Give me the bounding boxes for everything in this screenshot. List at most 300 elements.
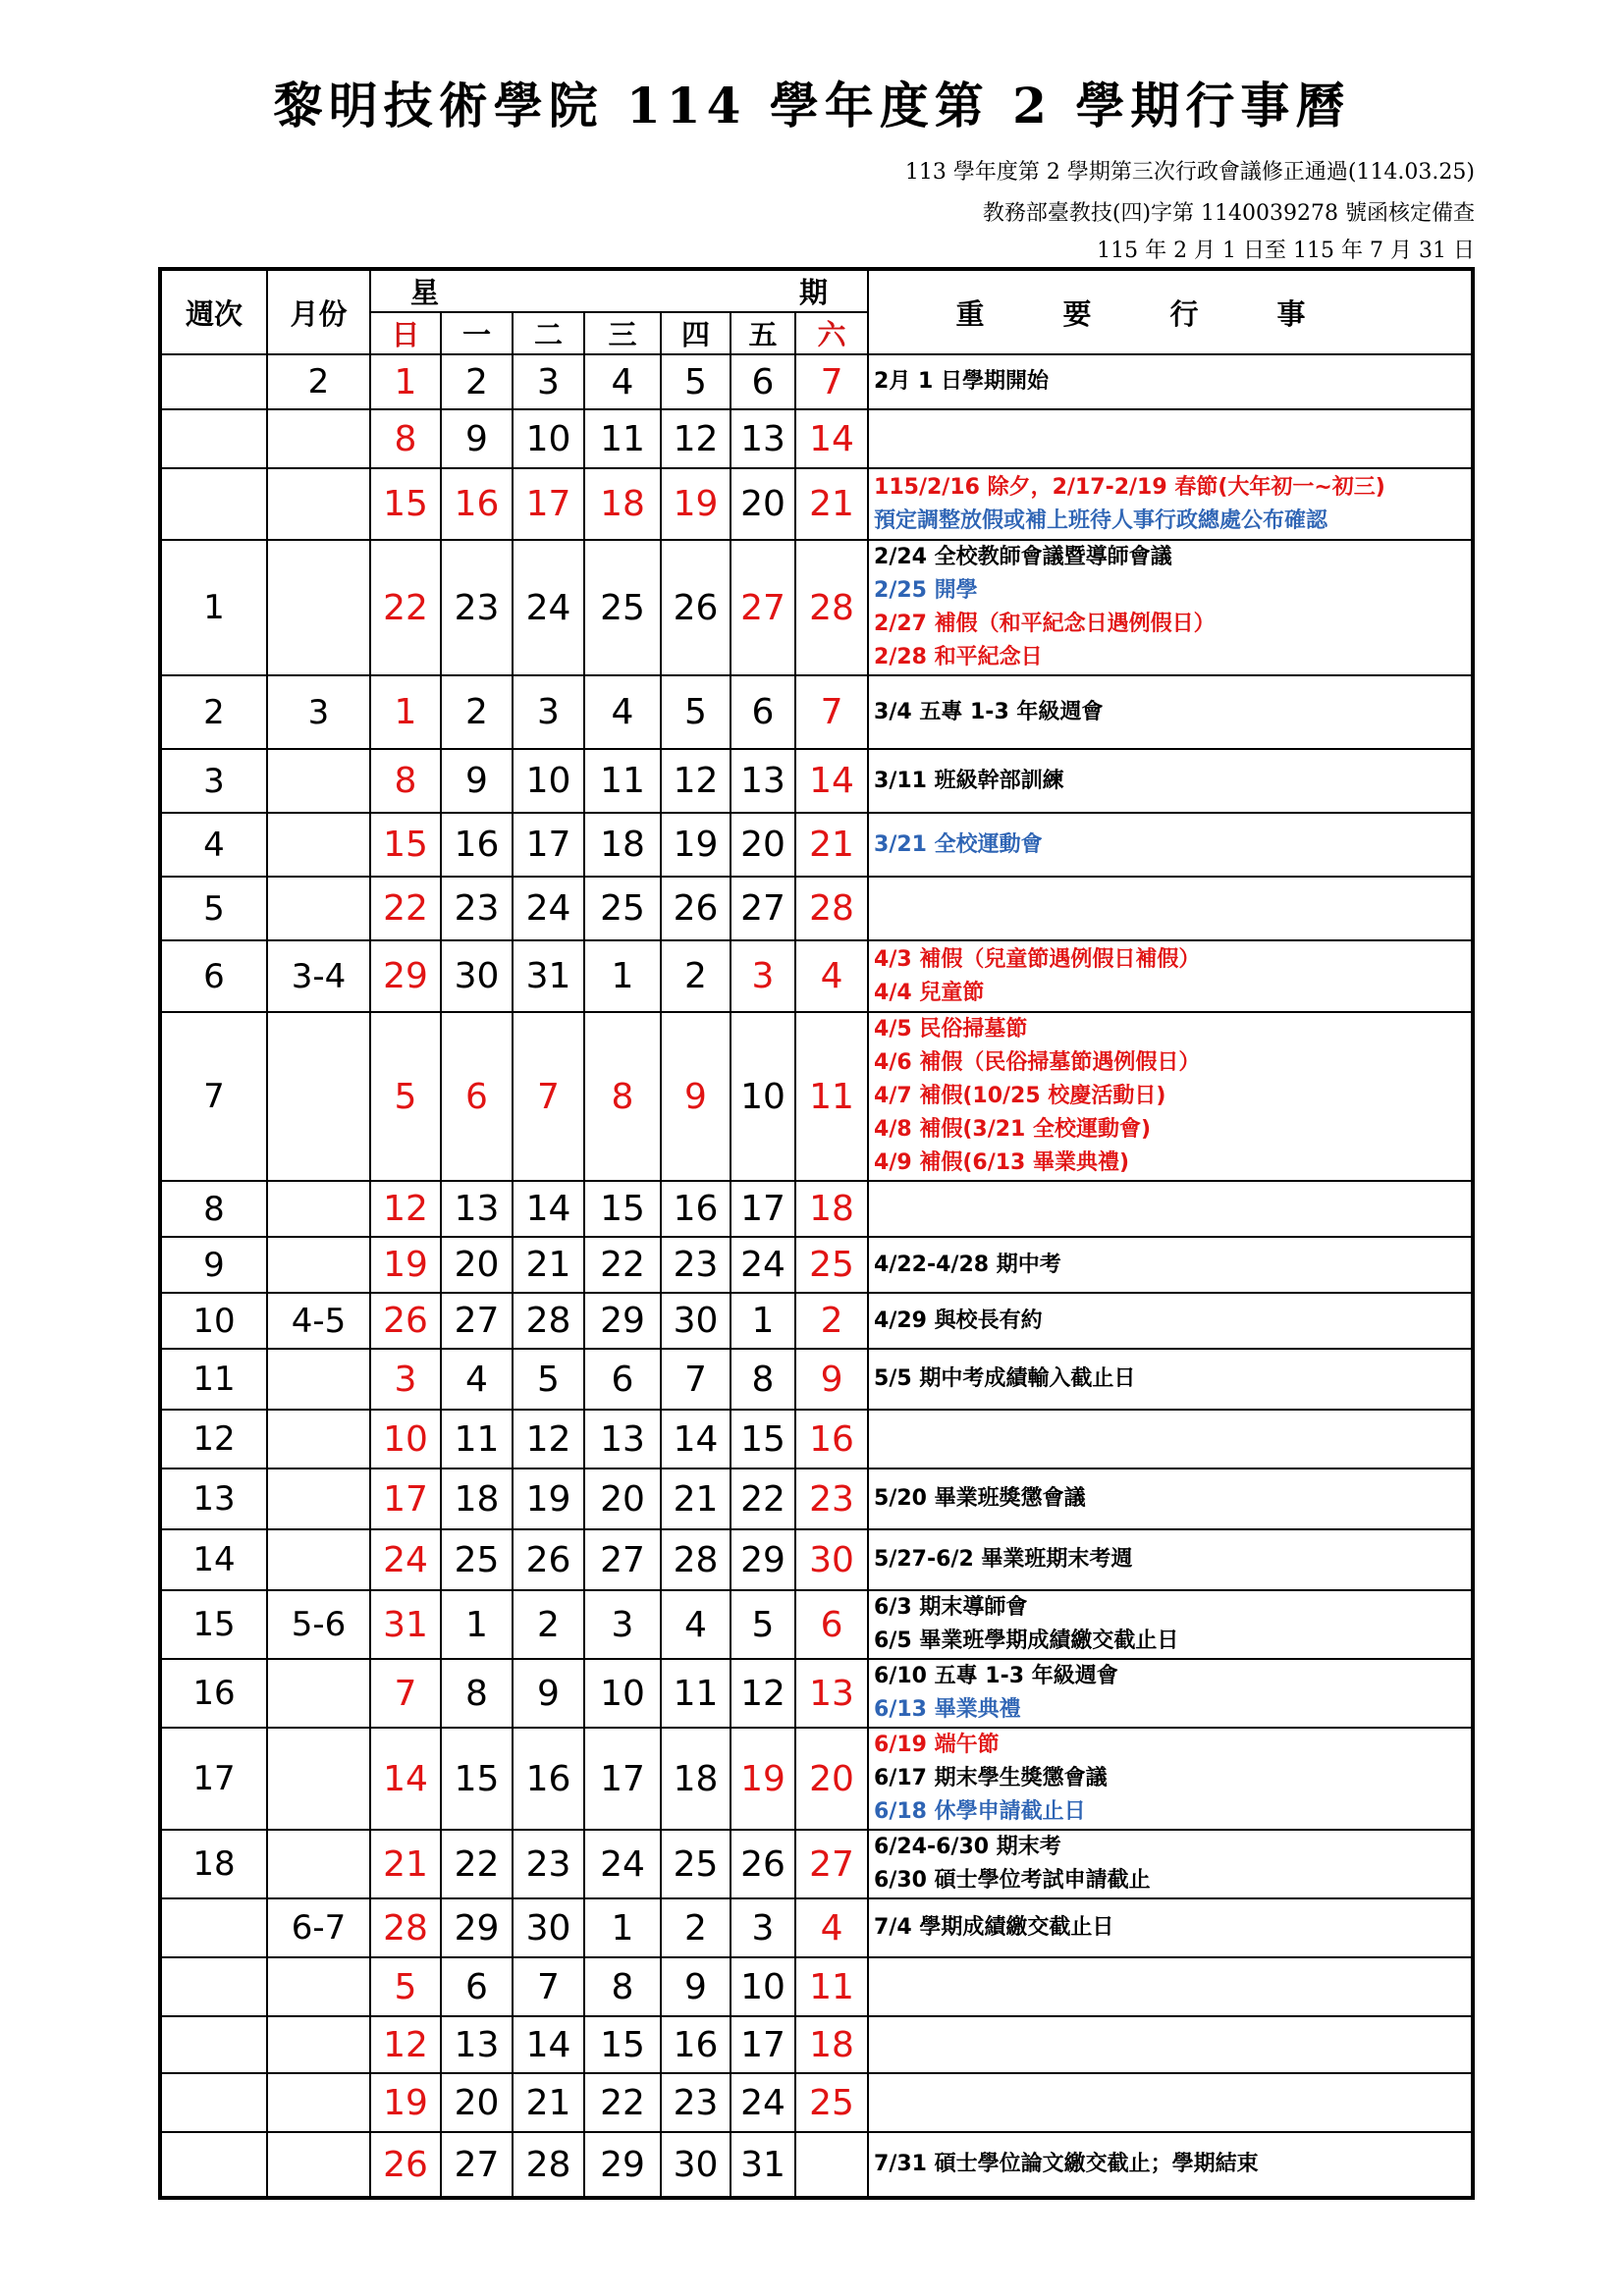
day-cell: 27	[795, 1830, 868, 1898]
ministry-note: 教務部臺教技(四)字第 1140039278 號函核定備查	[982, 201, 1475, 226]
day-cell: 11	[584, 409, 661, 468]
events-cell	[868, 1181, 1473, 1237]
events-cell	[868, 1957, 1473, 2016]
table-row	[160, 409, 1473, 468]
day-cell: 3	[731, 1898, 795, 1957]
day-cell: 21	[370, 1830, 441, 1898]
day-cell: 23	[441, 540, 513, 675]
day-header-thu: 四	[661, 312, 731, 354]
day-cell: 25	[661, 1830, 731, 1898]
week-cell	[160, 1957, 267, 2016]
day-cell: 8	[370, 409, 441, 468]
day-cell: 24	[731, 1237, 795, 1293]
day-cell: 24	[584, 1830, 661, 1898]
day-cell: 28	[661, 1529, 731, 1590]
day-cell: 27	[584, 1529, 661, 1590]
event-item: 4/6 補假（民俗掃墓節遇例假日）	[874, 1050, 1201, 1075]
events-cell	[868, 877, 1473, 940]
day-cell: 3	[731, 940, 795, 1012]
event-item: 6/13 畢業典禮	[874, 1697, 1021, 1722]
month-cell: 3-4	[267, 940, 370, 1012]
event-item: 6/19 端午節	[874, 1733, 1000, 1757]
day-cell: 27	[731, 540, 795, 675]
day-cell: 18	[584, 813, 661, 877]
event-item: 6/24-6/30 期末考	[874, 1835, 1061, 1859]
events-cell	[868, 813, 1473, 877]
day-cell: 9	[795, 1349, 868, 1410]
day-cell	[795, 2132, 868, 2198]
day-cell: 18	[795, 1181, 868, 1237]
events-header: 重要行事	[868, 269, 1473, 354]
events-cell	[868, 1012, 1473, 1181]
day-cell: 18	[795, 2016, 868, 2073]
day-cell: 25	[584, 877, 661, 940]
day-cell: 11	[584, 749, 661, 813]
day-cell: 4	[441, 1349, 513, 1410]
month-cell	[267, 749, 370, 813]
month-cell	[267, 1529, 370, 1590]
day-cell: 4	[584, 675, 661, 749]
day-cell: 20	[731, 813, 795, 877]
month-cell: 6-7	[267, 1898, 370, 1957]
day-cell: 12	[661, 409, 731, 468]
month-cell	[267, 1728, 370, 1830]
day-cell: 10	[731, 1012, 795, 1181]
day-cell: 30	[661, 2132, 731, 2198]
day-cell: 21	[513, 1237, 584, 1293]
date-range-note: 115 年 2 月 1 日至 115 年 7 月 31 日	[1097, 239, 1475, 263]
day-cell: 21	[795, 813, 868, 877]
month-cell	[267, 1659, 370, 1728]
week-cell: 3	[160, 749, 267, 813]
day-cell: 30	[795, 1529, 868, 1590]
day-cell: 13	[441, 2016, 513, 2073]
day-cell: 2	[795, 1293, 868, 1349]
day-cell: 3	[513, 354, 584, 409]
month-cell	[267, 1468, 370, 1529]
events-cell	[868, 1529, 1473, 1590]
day-cell: 4	[795, 940, 868, 1012]
table-row	[160, 468, 1473, 540]
table-row	[160, 2132, 1473, 2198]
week-cell: 18	[160, 1830, 267, 1898]
day-cell: 10	[513, 749, 584, 813]
table-row	[160, 1590, 1473, 1659]
day-cell: 8	[370, 749, 441, 813]
month-cell	[267, 1957, 370, 2016]
month-cell	[267, 2073, 370, 2132]
event-item: 6/10 五專 1-3 年級週會	[874, 1664, 1118, 1688]
day-cell: 17	[370, 1468, 441, 1529]
calendar-body	[160, 354, 1473, 2198]
day-cell: 28	[795, 877, 868, 940]
day-cell: 14	[795, 409, 868, 468]
day-cell: 12	[513, 1410, 584, 1468]
event-item: 2/28 和平紀念日	[874, 645, 1043, 669]
events-cell	[868, 749, 1473, 813]
day-cell: 18	[661, 1728, 731, 1830]
day-cell: 13	[441, 1181, 513, 1237]
week-cell: 1	[160, 540, 267, 675]
day-cell: 5	[661, 354, 731, 409]
table-row	[160, 1529, 1473, 1590]
month-cell: 5-6	[267, 1590, 370, 1659]
day-cell: 20	[441, 1237, 513, 1293]
day-cell: 11	[795, 1012, 868, 1181]
week-cell: 8	[160, 1181, 267, 1237]
events-cell	[868, 1830, 1473, 1898]
month-cell	[267, 2016, 370, 2073]
day-cell: 20	[441, 2073, 513, 2132]
month-cell	[267, 468, 370, 540]
event-item: 3/21 全校運動會	[874, 831, 1043, 857]
events-cell	[868, 940, 1473, 1012]
events-cell	[868, 1293, 1473, 1349]
month-cell	[267, 1410, 370, 1468]
day-cell: 23	[513, 1830, 584, 1898]
table-row	[160, 1898, 1473, 1957]
week-cell	[160, 468, 267, 540]
day-cell: 20	[795, 1728, 868, 1830]
day-cell: 2	[441, 354, 513, 409]
event-item: 4/29 與校長有約	[874, 1308, 1043, 1333]
month-cell: 2	[267, 354, 370, 409]
day-cell: 6	[441, 1957, 513, 2016]
day-cell: 10	[513, 409, 584, 468]
day-cell: 18	[441, 1468, 513, 1529]
day-cell: 2	[661, 1898, 731, 1957]
day-cell: 2	[661, 940, 731, 1012]
day-cell: 12	[370, 1181, 441, 1237]
table-row	[160, 1659, 1473, 1728]
day-cell: 23	[661, 1237, 731, 1293]
events-cell	[868, 1468, 1473, 1529]
month-cell	[267, 1012, 370, 1181]
month-cell	[267, 2132, 370, 2198]
day-cell: 15	[441, 1728, 513, 1830]
events-cell	[868, 1410, 1473, 1468]
table-row	[160, 877, 1473, 940]
day-cell: 25	[441, 1529, 513, 1590]
day-header-wed: 三	[584, 312, 661, 354]
day-cell: 5	[731, 1590, 795, 1659]
month-cell	[267, 540, 370, 675]
day-cell: 30	[661, 1293, 731, 1349]
day-cell: 6	[441, 1012, 513, 1181]
day-cell: 19	[661, 468, 731, 540]
day-cell: 26	[513, 1529, 584, 1590]
table-row	[160, 1181, 1473, 1237]
day-cell: 7	[795, 675, 868, 749]
day-header-fri: 五	[731, 312, 795, 354]
day-cell: 31	[370, 1590, 441, 1659]
day-cell: 2	[441, 675, 513, 749]
star-label: 星	[410, 276, 440, 309]
day-cell: 25	[584, 540, 661, 675]
day-cell: 16	[441, 468, 513, 540]
table-row	[160, 1237, 1473, 1293]
day-cell: 17	[513, 813, 584, 877]
day-cell: 1	[731, 1293, 795, 1349]
day-cell: 8	[441, 1659, 513, 1728]
day-cell: 13	[795, 1659, 868, 1728]
event-item: 5/5 期中考成績輸入截止日	[874, 1366, 1136, 1391]
table-row	[160, 540, 1473, 675]
day-cell: 4	[795, 1898, 868, 1957]
week-cell: 12	[160, 1410, 267, 1468]
week-cell	[160, 409, 267, 468]
event-item: 5/20 畢業班獎懲會議	[874, 1486, 1086, 1511]
event-item: 6/3 期末導師會	[874, 1595, 1028, 1620]
day-cell: 16	[513, 1728, 584, 1830]
event-item: 4/5 民俗掃墓節	[874, 1017, 1028, 1041]
event-item: 4/3 補假（兒童節遇例假日補假）	[874, 946, 1201, 972]
day-cell: 17	[731, 2016, 795, 2073]
event-item: 2/27 補假（和平紀念日遇例假日）	[874, 612, 1216, 636]
day-cell: 19	[370, 1237, 441, 1293]
table-row	[160, 675, 1473, 749]
table-row	[160, 1293, 1473, 1349]
day-cell: 19	[731, 1728, 795, 1830]
day-cell: 27	[731, 877, 795, 940]
day-cell: 19	[513, 1468, 584, 1529]
day-header-sat: 六	[795, 312, 868, 354]
week-cell	[160, 1898, 267, 1957]
day-cell: 5	[661, 675, 731, 749]
day-cell: 1	[441, 1590, 513, 1659]
week-cell: 11	[160, 1349, 267, 1410]
day-cell: 6	[795, 1590, 868, 1659]
event-item: 2/25 開學	[874, 578, 978, 603]
day-cell: 10	[731, 1957, 795, 2016]
day-cell: 11	[795, 1957, 868, 2016]
month-header: 月份	[267, 269, 370, 354]
event-item: 6/5 畢業班學期成績繳交截止日	[874, 1629, 1179, 1653]
day-cell: 22	[370, 877, 441, 940]
day-cell: 24	[513, 540, 584, 675]
table-row	[160, 2016, 1473, 2073]
day-cell: 28	[513, 1293, 584, 1349]
day-cell: 10	[370, 1410, 441, 1468]
day-cell: 9	[513, 1659, 584, 1728]
events-cell	[868, 468, 1473, 540]
event-item: 4/7 補假(10/25 校慶活動日)	[874, 1084, 1166, 1108]
event-item: 6/17 期末學生獎懲會議	[874, 1766, 1108, 1790]
table-row	[160, 2073, 1473, 2132]
event-item: 4/9 補假(6/13 畢業典禮)	[874, 1150, 1130, 1175]
day-cell: 31	[731, 2132, 795, 2198]
day-cell: 7	[661, 1349, 731, 1410]
day-cell: 1	[370, 354, 441, 409]
week-cell	[160, 354, 267, 409]
event-item: 2月 1 日學期開始	[874, 369, 1049, 394]
day-cell: 9	[661, 1957, 731, 2016]
day-cell: 7	[795, 354, 868, 409]
events-cell	[868, 354, 1473, 409]
day-cell: 21	[795, 468, 868, 540]
weekday-header	[370, 269, 868, 312]
event-item: 4/22-4/28 期中考	[874, 1252, 1061, 1277]
day-cell: 15	[370, 468, 441, 540]
month-cell: 4-5	[267, 1293, 370, 1349]
day-cell: 1	[584, 1898, 661, 1957]
table-row	[160, 749, 1473, 813]
day-cell: 24	[731, 2073, 795, 2132]
week-cell	[160, 2132, 267, 2198]
day-cell: 28	[513, 2132, 584, 2198]
day-cell: 28	[370, 1898, 441, 1957]
day-cell: 7	[513, 1957, 584, 2016]
day-cell: 22	[370, 540, 441, 675]
calendar-table	[158, 267, 1475, 2200]
month-cell	[267, 1181, 370, 1237]
month-cell	[267, 1237, 370, 1293]
day-cell: 29	[441, 1898, 513, 1957]
day-cell: 15	[731, 1410, 795, 1468]
day-cell: 20	[731, 468, 795, 540]
day-cell: 25	[795, 2073, 868, 2132]
event-item: 5/27-6/2 畢業班期末考週	[874, 1547, 1133, 1572]
day-cell: 16	[795, 1410, 868, 1468]
week-cell	[160, 2073, 267, 2132]
day-cell: 26	[661, 877, 731, 940]
day-cell: 26	[661, 540, 731, 675]
week-cell: 5	[160, 877, 267, 940]
table-row	[160, 1410, 1473, 1468]
week-header: 週次	[160, 269, 267, 354]
day-cell: 6	[584, 1349, 661, 1410]
day-cell: 9	[441, 749, 513, 813]
week-cell: 15	[160, 1590, 267, 1659]
month-cell: 3	[267, 675, 370, 749]
events-cell	[868, 409, 1473, 468]
qi-label: 期	[799, 276, 829, 309]
day-header-sun: 日	[370, 312, 441, 354]
day-cell: 1	[370, 675, 441, 749]
day-cell: 18	[584, 468, 661, 540]
table-row	[160, 1830, 1473, 1898]
day-cell: 24	[370, 1529, 441, 1590]
day-cell: 30	[441, 940, 513, 1012]
day-cell: 16	[661, 1181, 731, 1237]
week-cell: 13	[160, 1468, 267, 1529]
day-cell: 19	[661, 813, 731, 877]
day-cell: 25	[795, 1237, 868, 1293]
day-cell: 24	[513, 877, 584, 940]
events-cell	[868, 1659, 1473, 1728]
month-cell	[267, 1830, 370, 1898]
events-cell	[868, 1349, 1473, 1410]
day-cell: 13	[731, 749, 795, 813]
page-title: 黎明技術學院 114 學年度第 2 學期行事曆	[273, 77, 1351, 134]
day-cell: 13	[584, 1410, 661, 1468]
events-cell	[868, 1898, 1473, 1957]
week-cell: 17	[160, 1728, 267, 1830]
event-item: 3/11 班級幹部訓練	[874, 768, 1064, 793]
day-cell: 16	[661, 2016, 731, 2073]
day-cell: 22	[584, 2073, 661, 2132]
month-cell	[267, 409, 370, 468]
table-row	[160, 1012, 1473, 1181]
week-cell: 2	[160, 675, 267, 749]
event-item: 6/18 休學申請截止日	[874, 1799, 1086, 1824]
day-cell: 26	[370, 1293, 441, 1349]
day-cell: 16	[441, 813, 513, 877]
day-cell: 3	[513, 675, 584, 749]
events-cell	[868, 2073, 1473, 2132]
day-cell: 4	[584, 354, 661, 409]
day-cell: 8	[584, 1012, 661, 1181]
day-cell: 22	[731, 1468, 795, 1529]
day-cell: 23	[441, 877, 513, 940]
events-cell	[868, 2016, 1473, 2073]
day-cell: 5	[370, 1957, 441, 2016]
day-cell: 30	[513, 1898, 584, 1957]
day-cell: 29	[584, 1293, 661, 1349]
day-cell: 29	[731, 1529, 795, 1590]
day-cell: 13	[731, 409, 795, 468]
week-cell	[160, 2016, 267, 2073]
day-cell: 12	[661, 749, 731, 813]
day-header-tue: 二	[513, 312, 584, 354]
event-item: 4/4 兒童節	[874, 980, 985, 1005]
day-cell: 6	[731, 675, 795, 749]
event-item: 4/8 補假(3/21 全校運動會)	[874, 1117, 1152, 1142]
event-item: 2/24 全校教師會議暨導師會議	[874, 545, 1172, 569]
table-row	[160, 940, 1473, 1012]
day-cell: 2	[513, 1590, 584, 1659]
day-cell: 3	[370, 1349, 441, 1410]
day-cell: 14	[661, 1410, 731, 1468]
day-cell: 23	[661, 2073, 731, 2132]
event-item: 7/31 碩士學位論文繳交截止；學期結束	[874, 2152, 1259, 2176]
day-cell: 11	[661, 1659, 731, 1728]
week-cell: 4	[160, 813, 267, 877]
event-item: 3/4 五專 1-3 年級週會	[874, 699, 1104, 724]
week-cell: 9	[160, 1237, 267, 1293]
day-cell: 17	[513, 468, 584, 540]
month-cell	[267, 1349, 370, 1410]
events-cell	[868, 675, 1473, 749]
events-cell	[868, 540, 1473, 675]
day-cell: 28	[795, 540, 868, 675]
day-cell: 6	[731, 354, 795, 409]
week-cell: 16	[160, 1659, 267, 1728]
table-row	[160, 354, 1473, 409]
month-cell	[267, 877, 370, 940]
day-cell: 29	[584, 2132, 661, 2198]
day-cell: 15	[584, 2016, 661, 2073]
day-cell: 21	[661, 1468, 731, 1529]
day-header-mon: 一	[441, 312, 513, 354]
day-cell: 14	[795, 749, 868, 813]
day-cell: 3	[584, 1590, 661, 1659]
day-cell: 12	[731, 1659, 795, 1728]
day-cell: 7	[513, 1012, 584, 1181]
day-cell: 5	[370, 1012, 441, 1181]
day-cell: 17	[584, 1728, 661, 1830]
day-cell: 23	[795, 1468, 868, 1529]
day-cell: 11	[441, 1410, 513, 1468]
day-cell: 12	[370, 2016, 441, 2073]
day-cell: 5	[513, 1349, 584, 1410]
events-cell	[868, 1237, 1473, 1293]
day-cell: 19	[370, 2073, 441, 2132]
month-cell	[267, 813, 370, 877]
day-cell: 7	[370, 1659, 441, 1728]
day-cell: 15	[370, 813, 441, 877]
approval-note: 113 學年度第 2 學期第三次行政會議修正通過(114.03.25)	[904, 160, 1475, 185]
